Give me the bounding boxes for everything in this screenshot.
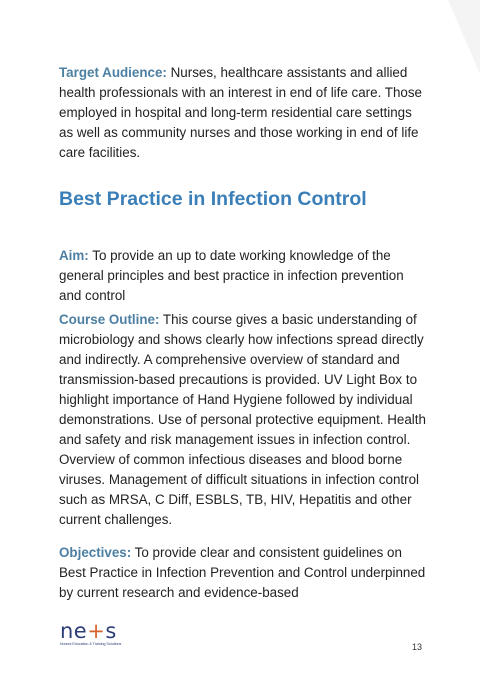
course-outline-paragraph [59,310,427,530]
aim-paragraph [59,246,427,306]
target-audience-text: Nurses, healthcare assistants and allied health professionals with an interest in end of life care. Those employed in hospital and long-term residential care settings as well as community nurses and those working in end of life care facilities. [59,65,422,160]
objectives-text: To provide clear and consistent guidelines on Best Practice in Infection Prevention and Control underpinned by current research and evidence-based [59,545,426,600]
section-title: Best Practice in Infection Control [59,188,367,210]
nets-logo [60,620,140,652]
course-outline-label: Course Outline: [59,312,160,327]
logo-tagline: Nurses Education & Training Solutions [60,642,122,646]
target-audience-label: Target Audience: [59,65,167,80]
objectives-label: Objectives: [59,545,132,560]
aim-label: Aim: [59,248,89,263]
page-number: 13 [412,642,423,652]
logo-plus-icon: + [87,619,106,643]
course-outline-text: This course gives a basic understanding of microbiology and shows clearly how infections spread directly and indirectly. A comprehensive overview of standard and transmission-based precautions is provided. UV Light Box to highlight importance of Hand Hygiene followed by individual demonstrations. Use of personal protective equipment. Health and safety and risk management issues in infection control. Overview of common infectious diseases and blood borne viruses. Management of difficult situations in infection control such as MRSA, C Diff, ESBLS, TB, HIV, Hepatitis and other current challenges. [59,312,426,527]
page-corner-fold-icon [440,0,480,80]
target-audience-paragraph [59,63,427,163]
logo-wordmark: ne+s [60,619,117,643]
aim-text: To provide an up to date working knowledge of the general principles and best practice in infection prevention and control [59,248,404,303]
objectives-paragraph [59,543,427,603]
